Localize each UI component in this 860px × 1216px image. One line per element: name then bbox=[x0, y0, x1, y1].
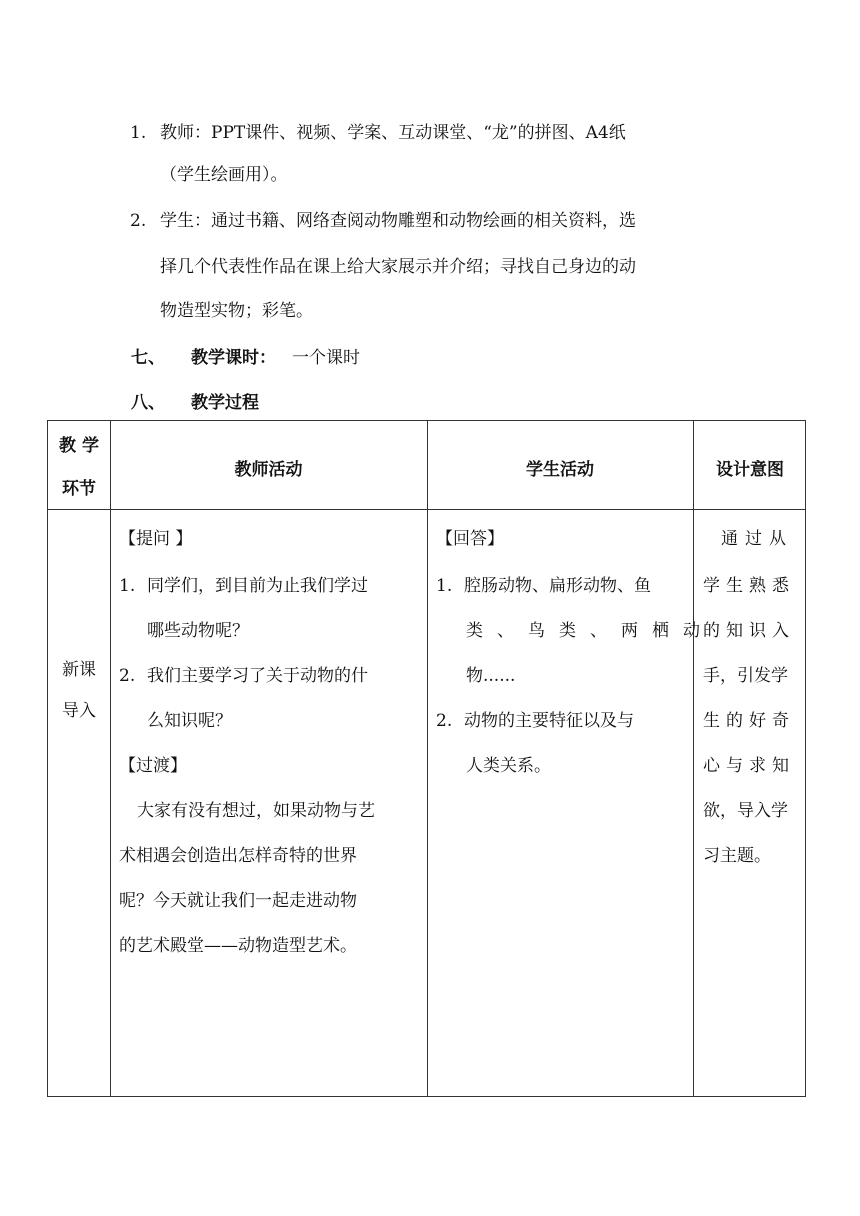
teacher-question-2-cont: 么知识呢？ bbox=[147, 711, 232, 731]
student-tag-answer: 【回答】 bbox=[436, 529, 504, 549]
teacher-tag-transition: 【过渡】 bbox=[119, 756, 187, 776]
section-8-label: 教学过程 bbox=[191, 393, 259, 413]
list-number: 2. bbox=[436, 711, 453, 731]
teacher-transition-line: 的艺术殿堂——动物造型艺术。 bbox=[119, 936, 357, 956]
teacher-question-1-text: 同学们，到目前为止我们学过 bbox=[147, 576, 368, 596]
teaching-process-table bbox=[47, 420, 806, 1097]
teacher-transition-line: 术相遇会创造出怎样奇特的世界 bbox=[119, 846, 357, 866]
header-intent: 设计意图 bbox=[716, 460, 784, 480]
list-number: 1. bbox=[130, 123, 147, 143]
column-divider bbox=[427, 421, 428, 1096]
teacher-transition-line: 呢？今天就让我们一起走进动物 bbox=[119, 891, 357, 911]
teacher-question-1-cont: 哪些动物呢？ bbox=[147, 621, 249, 641]
section-8 bbox=[131, 388, 259, 413]
header-student: 学生活动 bbox=[526, 460, 594, 480]
list-number: 1. bbox=[119, 576, 136, 596]
row-divider bbox=[48, 509, 805, 510]
student-answer-1-text: 腔肠动物、扁形动物、鱼 bbox=[464, 576, 651, 596]
teacher-transition-line: 大家有没有想过，如果动物与艺 bbox=[137, 801, 375, 821]
header-stage-line2: 环节 bbox=[62, 479, 96, 499]
section-7-number: 七、 bbox=[131, 348, 165, 368]
section-7-value: 一个课时 bbox=[292, 348, 360, 368]
student-answer-2-text: 动物的主要特征以及与 bbox=[464, 711, 634, 731]
section-8-number: 八、 bbox=[131, 393, 165, 413]
teacher-question-2-text: 我们主要学习了关于动物的什 bbox=[147, 666, 368, 686]
intent-line: 心与求知 bbox=[703, 756, 795, 776]
intent-line: 生的好奇 bbox=[703, 711, 795, 731]
student-answer-1 bbox=[436, 571, 651, 596]
intent-line: 欲，导入学 bbox=[703, 801, 788, 821]
teacher-question-1 bbox=[119, 571, 368, 596]
list-number: 2. bbox=[130, 211, 147, 231]
column-divider bbox=[693, 421, 694, 1096]
list-number: 1. bbox=[436, 576, 453, 596]
header-stage bbox=[48, 431, 110, 499]
student-answer-2 bbox=[436, 706, 634, 731]
teacher-tag-question: 【提问 】 bbox=[119, 529, 193, 549]
column-divider bbox=[110, 421, 111, 1096]
materials-item-1-text: 教师：PPT课件、视频、学案、互动课堂、“龙”的拼图、A4纸 bbox=[160, 123, 626, 143]
intent-line: 学生熟悉 bbox=[703, 576, 795, 596]
materials-item-2-cont: 物造型实物；彩笔。 bbox=[160, 301, 313, 321]
header-teacher: 教师活动 bbox=[234, 460, 303, 480]
materials-item-2-cont: 择几个代表性作品在课上给大家展示并介绍；寻找自己身边的动 bbox=[160, 257, 636, 277]
list-number: 2. bbox=[119, 666, 136, 686]
section-7 bbox=[131, 343, 360, 368]
materials-item-2 bbox=[130, 206, 636, 231]
intent-line: 习主题。 bbox=[703, 846, 771, 866]
intent-line: 的知识入 bbox=[703, 621, 795, 641]
section-7-label: 教学课时： bbox=[191, 348, 276, 368]
materials-item-2-text: 学生：通过书籍、网络查阅动物雕塑和动物绘画的相关资料，选 bbox=[160, 211, 636, 231]
stage-cell bbox=[48, 655, 110, 721]
student-answer-2-cont: 人类关系。 bbox=[466, 756, 551, 776]
stage-line1: 新课 bbox=[62, 660, 96, 680]
teacher-question-2 bbox=[119, 661, 368, 686]
header-stage-line1: 教 学 bbox=[59, 436, 99, 456]
student-answer-1-cont: 物...... bbox=[466, 666, 516, 686]
materials-item-1-cont: （学生绘画用）。 bbox=[160, 165, 288, 185]
materials-item-1 bbox=[130, 118, 626, 143]
stage-line2: 导入 bbox=[62, 701, 96, 721]
student-answer-1-cont: 类、鸟类、两栖动 bbox=[466, 621, 714, 641]
intent-line: 通过从 bbox=[721, 529, 793, 549]
intent-line: 手，引发学 bbox=[703, 666, 788, 686]
